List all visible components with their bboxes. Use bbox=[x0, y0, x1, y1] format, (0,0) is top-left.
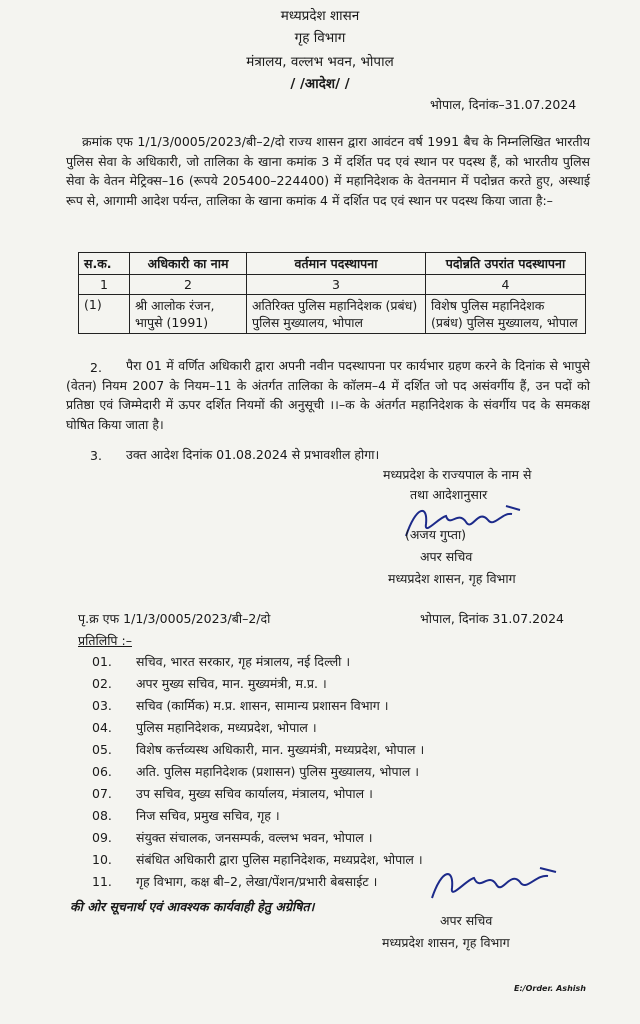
order-paragraph-2: पैरा 01 में वर्णित अधिकारी द्वारा अपनी नवीन पदस्थापना पर कार्यभार ग्रहण करने के दिनांक से भापुसे (वेतन) नियम 2007 के नियम–11 के अंतर्गत तालिका के कॉलम–4 में दर्शित जो पद असंवर्गीय हैं, उन पदों को प्रतिष्ठा एवं जिम्मेदारी में ऊपर दर्शित नियमों की अनुसूची ।।–क के अंतर्गत महानिदेशक के संवर्गीय पद के समकक्ष घोषित किया जाता है। bbox=[66, 358, 590, 432]
table-header-cell: अधिकारी का नाम bbox=[130, 253, 247, 275]
handwritten-signature bbox=[426, 862, 576, 908]
signatory-department: मध्यप्रदेश शासन, गृह विभाग bbox=[388, 571, 516, 586]
table-number-cell: 1 bbox=[79, 275, 130, 295]
table-number-cell: 4 bbox=[426, 275, 586, 295]
cc-item-text: संबंधित अधिकारी द्वारा पुलिस महानिदेशक, मध्यप्रदेश, भोपाल । bbox=[136, 852, 423, 867]
table-header-cell: पदोन्नति उपरांत पदस्थापना bbox=[426, 253, 586, 275]
cc-item-number: 06. bbox=[92, 764, 112, 779]
cc-item-text: पुलिस महानिदेशक, मध्यप्रदेश, भोपाल । bbox=[136, 720, 317, 735]
posting-table bbox=[78, 252, 586, 334]
cc-item-number: 05. bbox=[92, 742, 112, 757]
cc-item-text: सचिव, भारत सरकार, गृह मंत्रालय, नई दिल्ली । bbox=[136, 654, 351, 669]
table-cell: (1) bbox=[79, 295, 130, 334]
header-department: गृह विभाग bbox=[294, 30, 346, 46]
signatory-department-2: मध्यप्रदेश शासन, गृह विभाग bbox=[382, 935, 510, 950]
cc-item-text: सचिव (कार्मिक) म.प्र. शासन, सामान्य प्रशासन विभाग । bbox=[136, 698, 389, 713]
table-header-row bbox=[79, 253, 586, 275]
cc-item-text: उप सचिव, मुख्य सचिव कार्यालय, मंत्रालय, भोपाल । bbox=[136, 786, 373, 801]
table-number-row bbox=[79, 275, 586, 295]
cc-item-number: 11. bbox=[92, 874, 112, 889]
signatory-designation-2: अपर सचिव bbox=[440, 913, 493, 928]
order-paragraph-3: उक्त आदेश दिनांक 01.08.2024 से प्रभावशील होगा। bbox=[126, 447, 380, 462]
forwarding-note: की ओर सूचनार्थ एवं आवश्यक कार्यवाही हेतु अग्रेषित। bbox=[70, 899, 315, 914]
endorsement-date: भोपाल, दिनांक 31.07.2024 bbox=[420, 611, 564, 626]
table-cell: अतिरिक्त पुलिस महानिदेशक (प्रबंध) पुलिस मुख्यालय, भोपाल bbox=[247, 295, 426, 334]
table-number-cell: 2 bbox=[130, 275, 247, 295]
order-date: भोपाल, दिनांक–31.07.2024 bbox=[430, 97, 577, 112]
signatory-name: (अजय गुप्ता) bbox=[405, 527, 467, 542]
endorsement-ref: पृ.क्र एफ 1/1/3/0005/2023/बी–2/दो bbox=[78, 611, 271, 626]
table-cell: विशेष पुलिस महानिदेशक (प्रबंध) पुलिस मुख्यालय, भोपाल bbox=[426, 295, 586, 334]
cc-item-text: संयुक्त संचालक, जनसम्पर्क, वल्लभ भवन, भोपाल । bbox=[136, 830, 373, 845]
paragraph-2-number: 2. bbox=[90, 360, 102, 375]
cc-item-number: 03. bbox=[92, 698, 112, 713]
cc-item-number: 09. bbox=[92, 830, 112, 845]
cc-item-number: 01. bbox=[92, 654, 112, 669]
header-address: मंत्रालय, वल्लभ भवन, भोपाल bbox=[246, 54, 394, 70]
cc-item-number: 07. bbox=[92, 786, 112, 801]
cc-item-number: 04. bbox=[92, 720, 112, 735]
signatory-designation: अपर सचिव bbox=[420, 549, 473, 564]
header-order-title: / /आदेश/ / bbox=[290, 76, 350, 92]
header-govt: मध्यप्रदेश शासन bbox=[280, 8, 360, 24]
cc-item-number: 08. bbox=[92, 808, 112, 823]
cc-item-text: अति. पुलिस महानिदेशक (प्रशासन) पुलिस मुख्यालय, भोपाल । bbox=[136, 764, 420, 779]
cc-item-text: अपर मुख्य सचिव, मान. मुख्यमंत्री, म.प्र. । bbox=[136, 676, 327, 691]
cc-item-text: निज सचिव, प्रमुख सचिव, गृह । bbox=[136, 808, 280, 823]
table-header-cell: वर्तमान पदस्थापना bbox=[247, 253, 426, 275]
table-header-cell: स.क. bbox=[79, 253, 130, 275]
file-reference-stamp: E:/Order. Ashish bbox=[514, 984, 586, 993]
cc-item-number: 02. bbox=[92, 676, 112, 691]
order-paragraph-1: क्रमांक एफ 1/1/3/0005/2023/बी–2/दो राज्य शासन द्वारा आवंटन वर्ष 1991 बैच के निम्नलिखित भारतीय पुलिस सेवा के अधिकारी, जो तालिका के खाना कमांक 3 में दर्शित पद एवं स्थान पर पदस्थ हैं, को भारतीय पुलिस सेवा के वेतन मेट्रिक्स–16 (रूपये 205400–224400) में महानिदेशक के वेतनमान में पदोन्नत करते हुए, अस्थाई रूप से, आगामी आदेश पर्यन्त, तालिका के खाना कमांक 4 में दर्शित पद एवं स्थान पर पदस्थ किया जाता है:– bbox=[66, 134, 590, 208]
signature-order-line: तथा आदेशानुसार bbox=[410, 487, 488, 502]
table-number-cell: 3 bbox=[247, 275, 426, 295]
cc-item-text: विशेष कर्त्तव्यस्थ अधिकारी, मान. मुख्यमंत्री, मध्यप्रदेश, भोपाल । bbox=[136, 742, 425, 757]
signature-authority-line: मध्यप्रदेश के राज्यपाल के नाम से bbox=[383, 467, 532, 482]
table-row bbox=[79, 295, 586, 334]
paragraph-3-number: 3. bbox=[90, 448, 102, 463]
cc-item-number: 10. bbox=[92, 852, 112, 867]
table-cell: श्री आलोक रंजन, भापुसे (1991) bbox=[130, 295, 247, 334]
copy-to-label: प्रतिलिपि :– bbox=[78, 633, 132, 648]
cc-item-text: गृह विभाग, कक्ष बी–2, लेखा/पेंशन/प्रभारी बेबसाईट । bbox=[136, 874, 378, 889]
